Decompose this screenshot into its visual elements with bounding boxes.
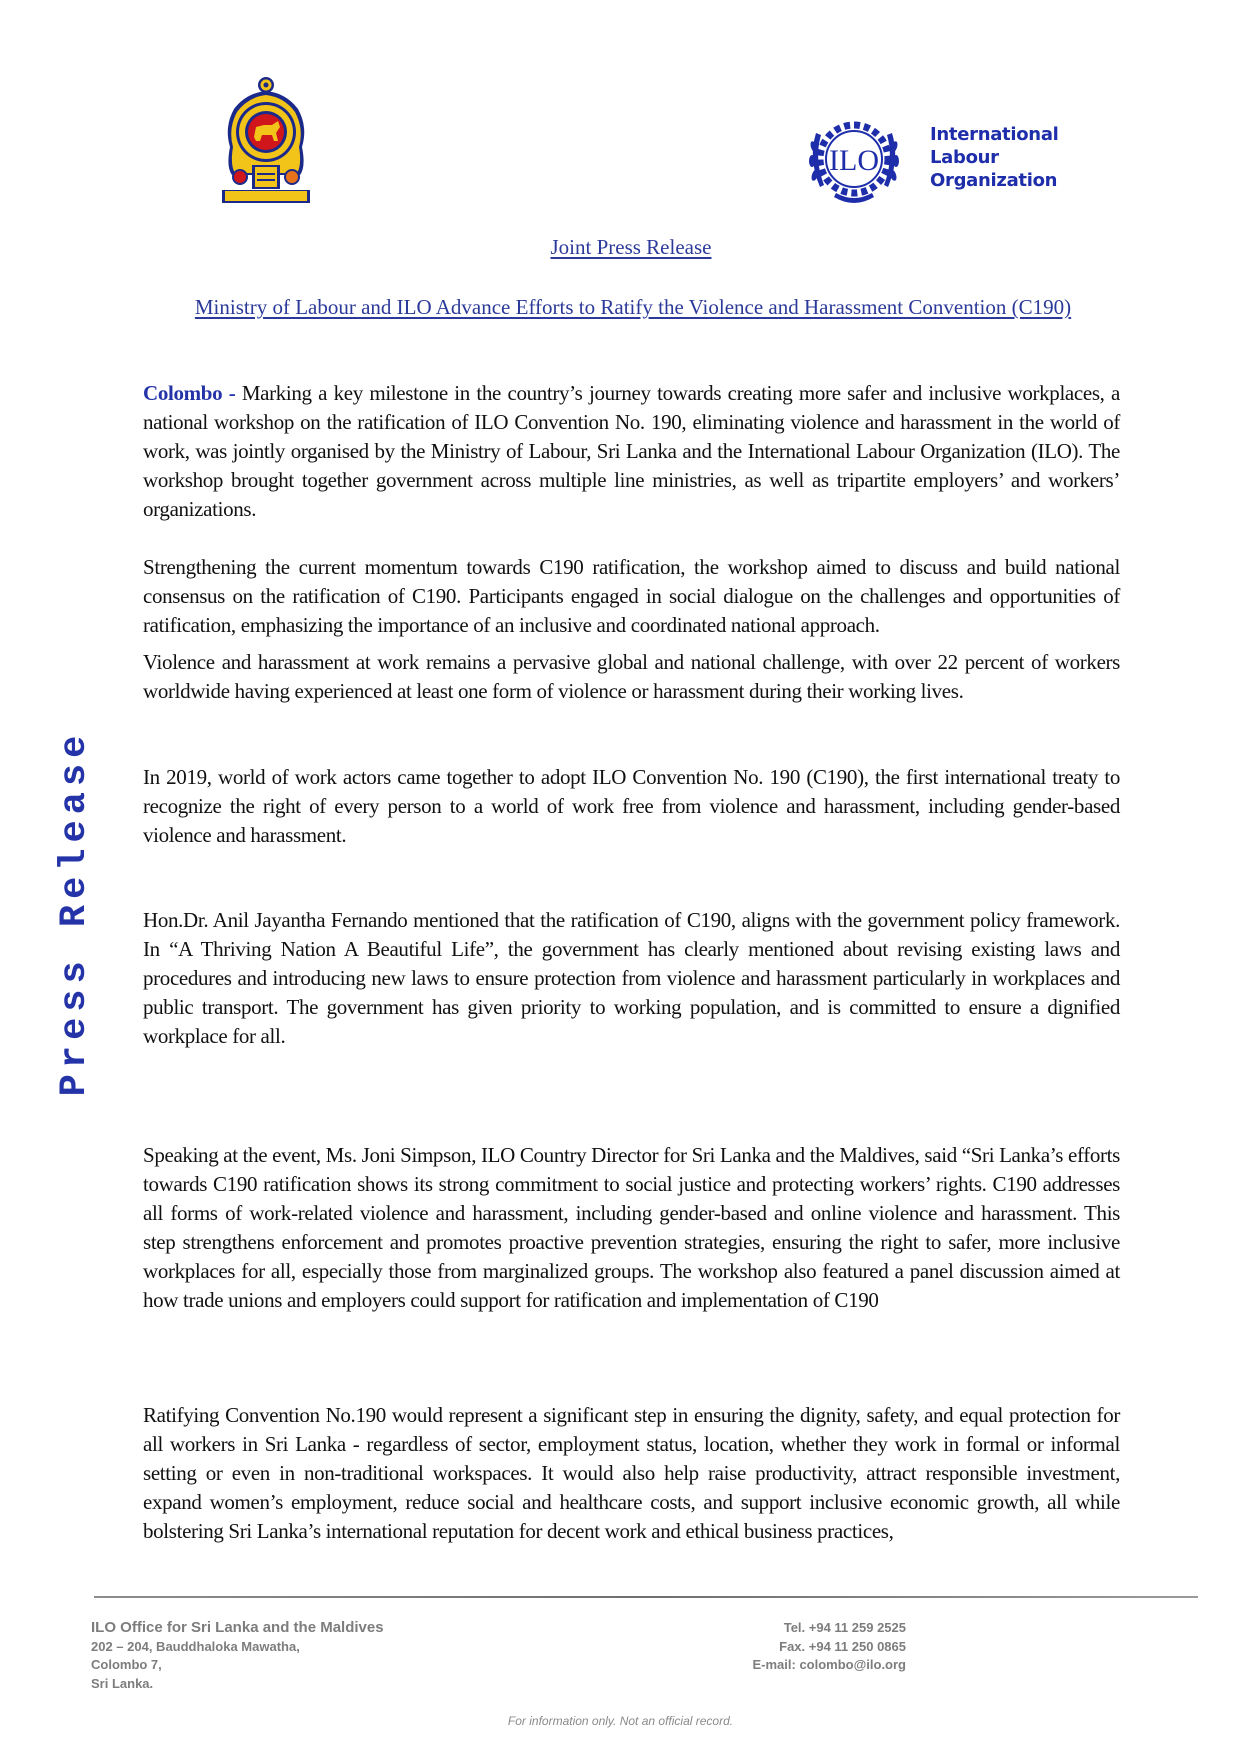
paragraph: Strengthening the current momentum towards C190 ratification, the workshop aimed to discuss and build national consensus on the ratification of C190. Participants engaged in social dialogue on the challenges and opportunities of ratification, emphasizing the importance of an inclusive and coordinated national approach. <box>143 555 1120 637</box>
fax: Fax. +94 11 250 0865 <box>779 1638 906 1654</box>
footer-contact <box>752 1619 906 1675</box>
disclaimer: For information only. Not an official record. <box>507 1714 734 1728</box>
ilo-organization-name <box>930 123 1059 192</box>
svg-text:ILO: ILO <box>829 144 879 177</box>
telephone: Tel. +94 11 259 2525 <box>783 1620 906 1635</box>
side-label <box>54 729 96 1097</box>
ilo-name-line: Organization <box>930 170 1058 191</box>
ilo-name-line: Labour <box>930 147 999 168</box>
footer-address <box>91 1619 384 1694</box>
paragraph-text: Marking a key milestone in the country’s journey towards creating more safer and inclusive workplaces, a national workshop on the ratification of ILO Convention No. 190, eliminating violence and harassment in the world of work, was jointly organised by the Ministry of Labour, Sri Lanka and the International Labour Organization (ILO). The workshop brought together government across multiple line ministries, as well as tripartite employers’ and workers’ organizations. <box>143 381 1121 521</box>
ilo-name-line: International <box>930 124 1059 145</box>
ilo-logo-icon <box>806 113 902 209</box>
sri-lanka-emblem-icon <box>222 77 310 204</box>
paragraph: In 2019, world of work actors came together to adopt ILO Convention No. 190 (C190), the first international treaty to recognize the right of every person to a world of work free from violence and harassment, including gender-based violence and harassment. <box>143 765 1120 847</box>
email-link[interactable]: E-mail: colombo@ilo.org <box>752 1657 906 1673</box>
address-line: Colombo 7, <box>91 1657 162 1673</box>
paragraph: Hon.Dr. Anil Jayantha Fernando mentioned that the ratification of C190, aligns with the government policy framework. In “A Thriving Nation A Beautiful Life”, the government has clearly mentioned about revising existing laws and procedures and introducing new laws to ensure protection from violence and harassment particularly in workplaces and public transport. The government has given priority to working population, and is committed to ensure a dignified workplace for all. <box>143 908 1120 1048</box>
footer-divider <box>94 1596 1198 1598</box>
office-name: ILO Office for Sri Lanka and the Maldives <box>91 1619 384 1636</box>
side-label-text: Press Release <box>54 729 96 1097</box>
paragraph: Violence and harassment at work remains a pervasive global and national challenge, with over 22 percent of workers worldwide having experienced at least one form of violence or harassment during their working lives. <box>143 650 1120 703</box>
document-title: Ministry of Labour and ILO Advance Efforts to Ratify the Violence and Harassment Convention (C190) <box>194 295 1072 319</box>
paragraph: Ratifying Convention No.190 would represent a significant step in ensuring the dignity, safety, and equal protection for all workers in Sri Lanka - regardless of sector, employment status, location, whether they work in formal or informal setting or even in non-traditional workspaces. It would also help raise productivity, attract responsible investment, expand women’s employment, reduce social and healthcare costs, and support inclusive economic growth, all while bolstering Sri Lanka’s international reputation for decent work and ethical business practices, <box>143 1403 1120 1543</box>
paragraph: Speaking at the event, Ms. Joni Simpson, ILO Country Director for Sri Lanka and the Maldives, said “Sri Lanka’s efforts towards C190 ratification shows its strong commitment to social justice and protecting workers’ rights. C190 addresses all forms of work-related violence and harassment, including gender-based and online violence and harassment. This step strengthens enforcement and promotes proactive prevention strategies, ensuring the right to safer, more inclusive workplaces for all, especially those from marginalized groups. The workshop also featured a panel discussion aimed at how trade unions and employers could support for ratification and implementation of C190 <box>143 1143 1120 1312</box>
address-line: 202 – 204, Bauddhaloka Mawatha, <box>91 1638 300 1654</box>
document-label: Joint Press Release <box>550 235 712 259</box>
paragraph-intro <box>143 379 1120 524</box>
address-line: Sri Lanka. <box>91 1676 154 1692</box>
dateline: Colombo - <box>143 381 236 405</box>
